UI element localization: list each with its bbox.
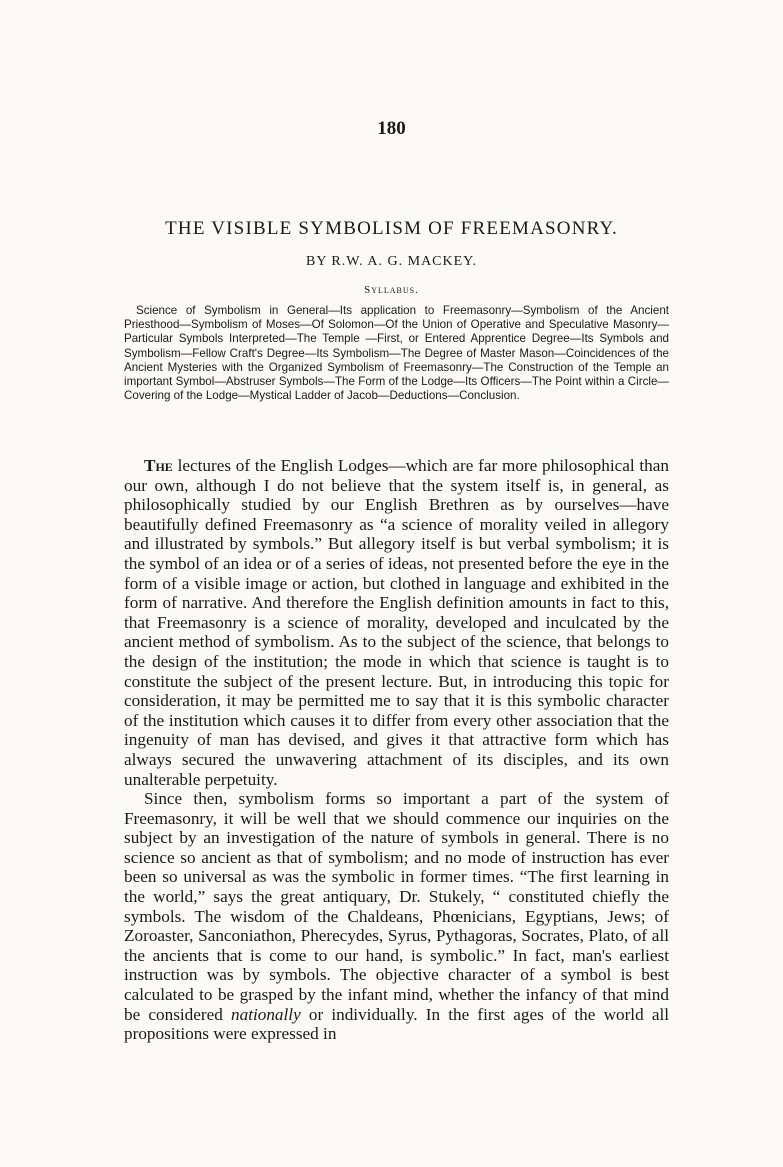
paragraph-2-italic: nationally — [231, 1004, 301, 1024]
paragraph-1 — [124, 456, 669, 789]
paragraph-2-text-a: Since then, symbolism forms so important a part of the system of Freemasonry, it will be well that we should commence our inquiries on the subject by an investigation of the nature of symbols in general. There is no science so ancient as that of symbolism; and no mode of instruction has ever been so universal as was the symbolic in former times. “The first learning in the world,” says the great antiquary, Dr. Stukely, “ constituted chiefly the symbols. The wisdom of the Chaldeans, Phœnicians, Egyptians, Jews; of Zoroaster, Sanconiathon, Pherecydes, Syrus, Pythagoras, Socrates, Plato, of all the ancients that is come to our hand, is symbolic.” In fact, man's earliest instruction was by symbols. The objective character of a symbol is best calculated to be grasped by the infant mind, whether the infancy of that mind be considered — [124, 789, 669, 1024]
paragraph-1-text: lectures of the English Lodges—which are far more philosophical than our own, although I do not believe that the system itself is, in general, as philosophically studied by our English Brethren as by ourselves—have beautifully defined Freemasonry as “a science of morality veiled in allegory and illustrated by symbols.” But allegory itself is but verbal symbolism; it is the symbol of an idea or of a series of ideas, not presented before the eye in the form of a visible image or action, but clothed in language and exhibited in the form of narrative. And therefore the English definition amounts in fact to this, that Freemasonry is a science of morality, developed and inculcated by the ancient method of symbolism. As to the subject of the science, that belongs to the design of the institution; the mode in which that science is taught is to constitute the subject of the present lecture. But, in introducing this topic for consideration, it may be permitted me to say that it is this symbolic character of the institution which causes it to differ from every other association that the ingenuity of man has devised, and gives it that attractive form which has always secured the unwavering attachment of its disciples, and its own unalterable perpetuity. — [124, 456, 669, 789]
paragraph-2 — [124, 789, 669, 1044]
syllabus-heading-text: Syllabus. — [364, 284, 419, 296]
author-byline: BY R.W. A. G. MACKEY. — [305, 254, 477, 269]
article-title: THE VISIBLE SYMBOLISM OF FREEMASONRY. — [165, 218, 618, 239]
syllabus-heading — [0, 284, 783, 296]
article-body — [124, 456, 669, 1044]
paragraph-1-lead: The — [144, 456, 173, 475]
paragraph-2-text-b: or individually. In the first ages of the world all propositions were expressed in — [124, 1004, 670, 1044]
syllabus-text: Science of Symbolism in General—Its application to Freemasonry—Symbolism of the Ancient Priesthood—Symbolism of Moses—Of Solomon—Of the Union of Operative and Speculative Masonry—Particular Symbols Interpreted—The Temple —First, or Entered Apprentice Degree—Its Symbols and Symbolism—Fellow Craft's Degree—Its Symbolism—The Degree of Master Mason—Coincidences of the Ancient Mysteries with the Organized Symbolism of Freemasonry—The Construction of the Temple an important Symbol—Abstruser Symbols—The Form of the Lodge—Its Officers—The Point within a Circle—Covering of the Lodge—Mystical Ladder of Jacob—Deductions—Conclusion. — [124, 304, 669, 403]
page-number: 180 — [377, 118, 406, 139]
